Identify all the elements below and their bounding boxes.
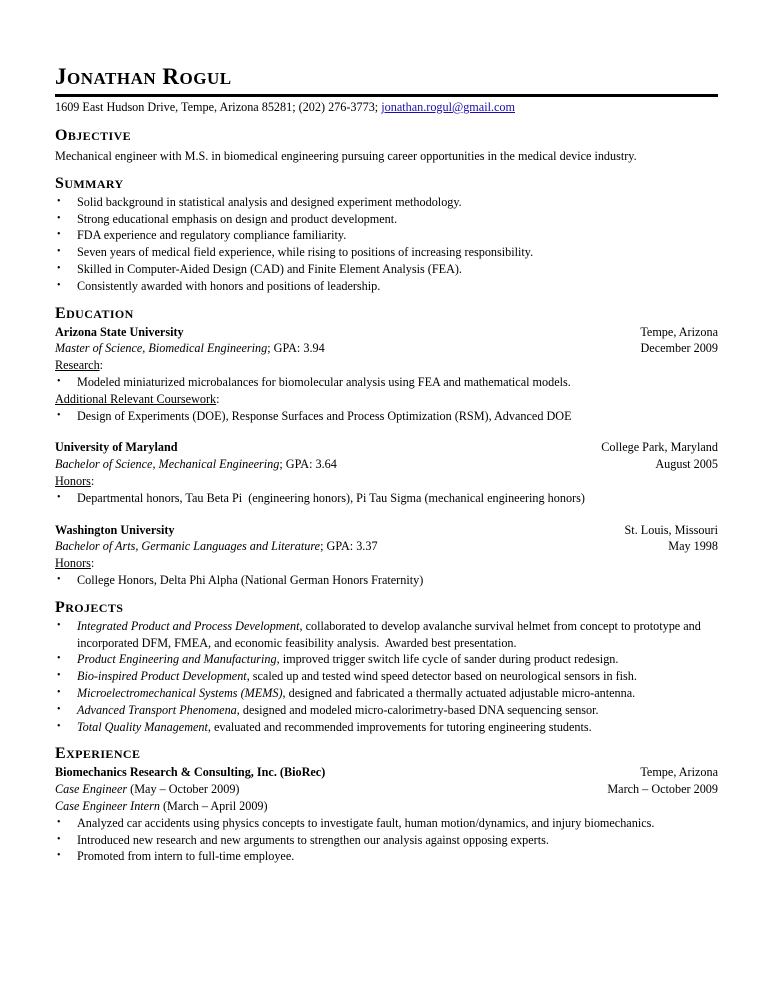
email-link[interactable]: jonathan.rogul@gmail.com bbox=[381, 100, 515, 114]
header-rule bbox=[55, 94, 718, 97]
education-heading: EDUCATION bbox=[55, 304, 134, 322]
contact-address-phone: 1609 East Hudson Drive, Tempe, Arizona 85281; (202) 276-3773; bbox=[55, 100, 382, 114]
projects-list bbox=[55, 618, 718, 736]
bullet-icon: • bbox=[57, 703, 61, 715]
bullet-icon: • bbox=[57, 816, 61, 828]
degree-line: Bachelor of Arts, Germanic Languages and Literature; GPA: 3.37 bbox=[55, 539, 378, 554]
objective-heading: OBJECTIVE bbox=[55, 127, 132, 144]
objective-text: Mechanical engineer with M.S. in biomedical engineering pursuing career opportunities in the medical device industry. bbox=[55, 149, 637, 163]
coursework-label: Additional Relevant Coursework: bbox=[55, 391, 220, 406]
bullet-icon: • bbox=[57, 670, 61, 682]
contact-line bbox=[55, 99, 718, 115]
school-location: College Park, Maryland bbox=[601, 440, 718, 455]
bullet-icon: • bbox=[57, 212, 61, 224]
project-item: • Advanced Transport Phenomena, designed and modeled micro-calorimetry-based DNA sequencing sensor. bbox=[57, 702, 599, 717]
bullet-icon: • bbox=[57, 195, 61, 207]
experience-heading: EXPERIENCE bbox=[55, 745, 141, 763]
experience-item: • Introduced new research and new arguments to strengthen our analysis against opposing experts. bbox=[57, 832, 549, 847]
honors-item: • College Honors, Delta Phi Alpha (National German Honors Fraternity) bbox=[57, 572, 424, 587]
coursework-item: • Design of Experiments (DOE), Response Surfaces and Process Optimization (RSM), Advanced DOE bbox=[57, 408, 572, 423]
project-item: • Total Quality Management, evaluated and recommended improvements for tutoring engineering students. bbox=[57, 719, 592, 734]
degree-date: May 1998 bbox=[668, 539, 718, 554]
experience-item: • Analyzed car accidents using physics concepts to investigate fault, human motion/dynamics, and injury biomechanics. bbox=[57, 815, 655, 830]
bullet-icon: • bbox=[57, 375, 61, 387]
resume-page bbox=[55, 64, 718, 865]
project-item: • Microelectromechanical Systems (MEMS), designed and fabricated a thermally actuated adjustable micro-antenna. bbox=[57, 685, 636, 700]
summary-item: • Consistently awarded with honors and positions of leadership. bbox=[57, 278, 381, 293]
experience-entry bbox=[55, 764, 718, 865]
education-entry-asu bbox=[55, 324, 718, 425]
projects-heading: PROJECTS bbox=[55, 598, 124, 616]
role-line: Case Engineer (May – October 2009) bbox=[55, 782, 240, 797]
school-name: University of Maryland bbox=[55, 440, 178, 455]
education-entry-umd bbox=[55, 439, 718, 506]
summary-list bbox=[55, 194, 718, 295]
summary-heading: SUMMARY bbox=[55, 174, 124, 192]
experience-item: • Promoted from intern to full-time employee. bbox=[57, 849, 295, 864]
company-location: Tempe, Arizona bbox=[640, 765, 718, 780]
bullet-icon: • bbox=[57, 409, 61, 421]
school-location: St. Louis, Missouri bbox=[624, 522, 718, 537]
project-item: • Bio-inspired Product Development, scaled up and tested wind speed detector based on neurological sensors in fish. bbox=[57, 669, 637, 684]
bullet-icon: • bbox=[57, 229, 61, 241]
school-location: Tempe, Arizona bbox=[640, 324, 718, 339]
bullet-icon: • bbox=[57, 720, 61, 732]
role-line-intern: Case Engineer Intern (March – April 2009) bbox=[55, 798, 268, 813]
bullet-icon: • bbox=[57, 619, 61, 631]
degree-line: Bachelor of Science, Mechanical Engineering; GPA: 3.64 bbox=[55, 457, 337, 472]
summary-item: • Skilled in Computer-Aided Design (CAD) and Finite Element Analysis (FEA). bbox=[57, 261, 462, 276]
research-label: Research: bbox=[55, 358, 104, 373]
experience-list bbox=[55, 815, 718, 865]
summary-item: • Seven years of medical field experience, while rising to positions of increasing responsibility. bbox=[57, 245, 534, 260]
summary-item: • Solid background in statistical analysis and designed experiment methodology. bbox=[57, 194, 462, 209]
honors-label: Honors: bbox=[55, 473, 95, 488]
candidate-name: JONATHAN ROGUL bbox=[55, 64, 232, 89]
bullet-icon: • bbox=[57, 279, 61, 291]
honors-label: Honors: bbox=[55, 556, 95, 571]
degree-date: December 2009 bbox=[640, 341, 718, 356]
bullet-icon: • bbox=[57, 833, 61, 845]
summary-item: • Strong educational emphasis on design and product development. bbox=[57, 211, 398, 226]
school-name: Arizona State University bbox=[55, 324, 184, 339]
school-name: Washington University bbox=[55, 522, 175, 537]
research-item: • Modeled miniaturized microbalances for biomolecular analysis using FEA and mathematical models. bbox=[57, 374, 571, 389]
summary-item: • FDA experience and regulatory compliance familiarity. bbox=[57, 228, 347, 243]
degree-date: August 2005 bbox=[655, 457, 718, 472]
bullet-icon: • bbox=[57, 850, 61, 862]
project-item: • Integrated Product and Process Development, collaborated to develop avalanche survival helmet from concept to prototype and incorporated DFM, FMEA, and economic feasibility analysis. Awarded best presentation. bbox=[57, 618, 704, 650]
company-name: Biomechanics Research & Consulting, Inc. (BioRec) bbox=[55, 765, 326, 780]
bullet-icon: • bbox=[57, 573, 61, 585]
bullet-icon: • bbox=[57, 653, 61, 665]
honors-item: • Departmental honors, Tau Beta Pi (engineering honors), Pi Tau Sigma (mechanical engineering honors) bbox=[57, 490, 585, 505]
bullet-icon: • bbox=[57, 491, 61, 503]
bullet-icon: • bbox=[57, 686, 61, 698]
education-entry-wustl bbox=[55, 522, 718, 589]
project-item: • Product Engineering and Manufacturing, improved trigger switch life cycle of sander during product redesign. bbox=[57, 652, 619, 667]
bullet-icon: • bbox=[57, 262, 61, 274]
bullet-icon: • bbox=[57, 246, 61, 258]
degree-line: Master of Science, Biomedical Engineering; GPA: 3.94 bbox=[55, 341, 325, 356]
role-date-range: March – October 2009 bbox=[607, 782, 718, 797]
